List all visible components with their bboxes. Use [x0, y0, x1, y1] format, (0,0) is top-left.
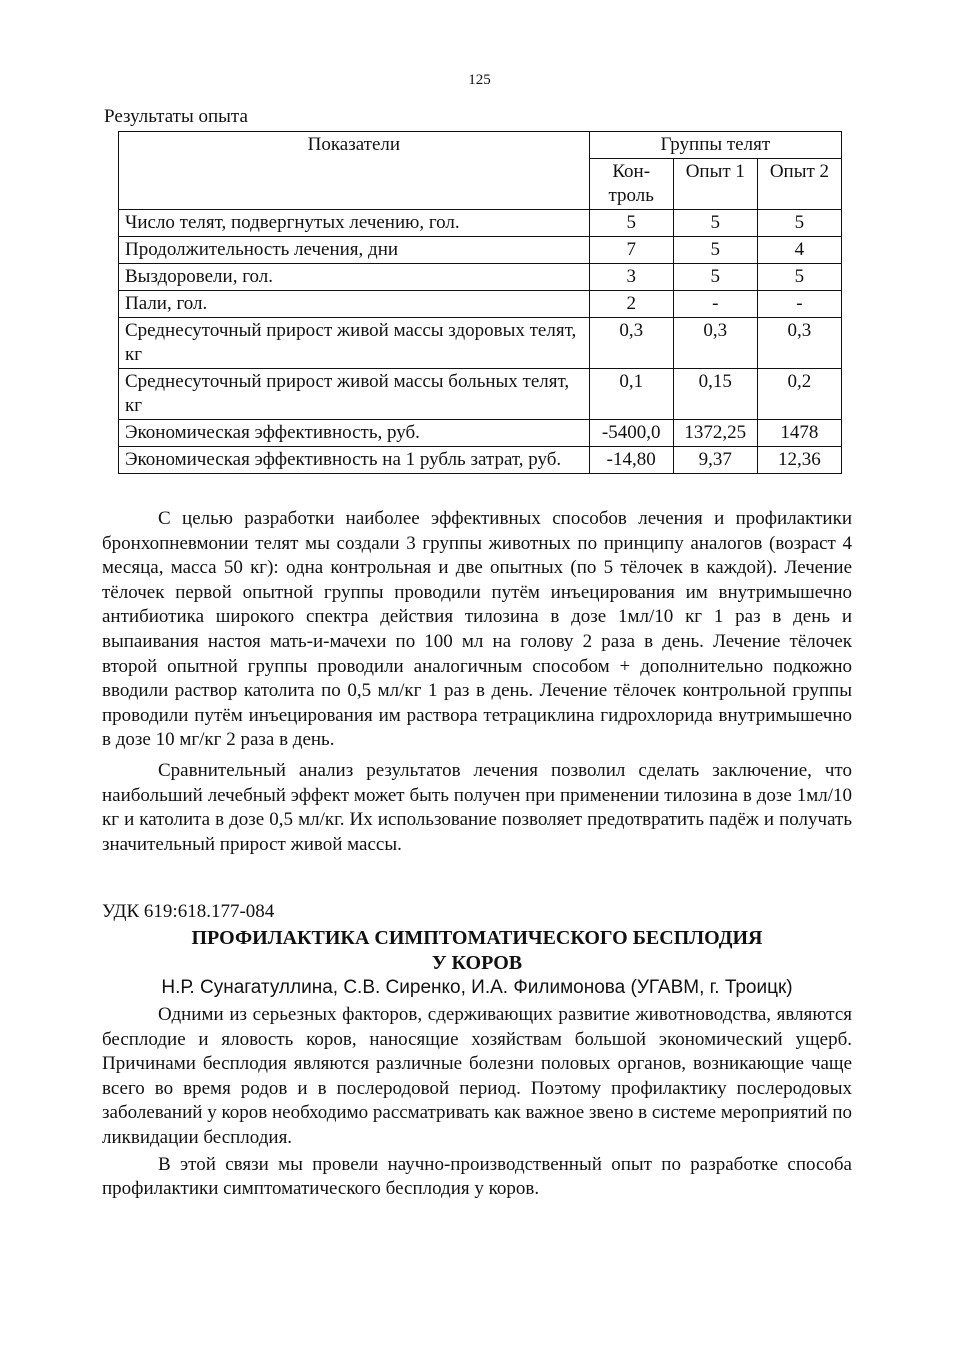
table-row	[119, 210, 842, 237]
results-discussion	[102, 507, 852, 857]
table-row	[119, 291, 842, 318]
title-line: ПРОФИЛАКТИКА СИМПТОМАТИЧЕСКОГО БЕСПЛОДИЯ	[191, 927, 763, 949]
cell-exp2: -	[757, 291, 841, 318]
paragraph: Сравнительный анализ результатов лечения позволил сделать заключение, что наибольший лечебный эффект может быть получен при применении тилозина в дозе 1мл/10 кг и католита в дозе 0,5 мл/кг. Их использование позволяет предотвратить падёж и получать значительный прирост живой массы.	[102, 759, 852, 855]
cell-exp2: 1478	[757, 420, 841, 447]
table-row	[119, 264, 842, 291]
header-groups: Группы телят	[589, 132, 841, 159]
cell-control: -14,80	[589, 447, 673, 474]
table-row	[119, 318, 842, 369]
paragraph: В этой связи мы провели научно-производственный опыт по разработке способа профилактики симптоматического бесплодия у коров.	[102, 1153, 852, 1200]
row-label: Выздоровели, гол.	[119, 264, 590, 291]
cell-exp2: 0,2	[757, 369, 841, 420]
header-exp2: Опыт 2	[757, 159, 841, 210]
results-table	[118, 131, 842, 474]
cell-exp1: 1372,25	[673, 420, 757, 447]
cell-exp2: 0,3	[757, 318, 841, 369]
header-indicators: Показатели	[119, 132, 590, 210]
cell-control: -5400,0	[589, 420, 673, 447]
row-label: Продолжительность лечения, дни	[119, 237, 590, 264]
cell-control: 7	[589, 237, 673, 264]
article-title	[102, 926, 852, 976]
cell-control: 2	[589, 291, 673, 318]
cell-exp1: 0,15	[673, 369, 757, 420]
cell-exp1: 5	[673, 264, 757, 291]
paragraph: С целью разработки наиболее эффективных способов лечения и профилактики бронхопневмонии телят мы создали 3 группы животных по принципу аналогов (возраст 4 месяца, масса 50 кг): одна контрольная и две опытных (по 5 тёлочек в каждой). Лечение тёлочек первой опытной группы проводили путём инъецирования им внутримышечно антибиотика широкого спектра действия тилозина в дозе 1мл/10 кг 1 раз в день и выпаивания настоя мать-и-мачехи по 100 мл на голову 2 раза в день. Лечение тёлочек второй опытной группы проводили аналогичным способом + дополнительно подкожно вводили раствор католита по 0,5 мл/кг 1 раз в день. Лечение тёлочек контрольной группы проводили путём инъецирования им раствора тетрациклина гидрохлорида внутримышечно в дозе 10 мг/кг 2 раза в день.	[102, 508, 852, 751]
cell-exp1: 9,37	[673, 447, 757, 474]
cell-exp1: 5	[673, 210, 757, 237]
row-label: Пали, гол.	[119, 291, 590, 318]
row-label: Число телят, подвергнутых лечению, гол.	[119, 210, 590, 237]
header-exp1: Опыт 1	[673, 159, 757, 210]
cell-exp2: 4	[757, 237, 841, 264]
title-line: У КОРОВ	[431, 952, 523, 974]
table-caption: Результаты опыта	[104, 106, 248, 127]
cell-exp1: -	[673, 291, 757, 318]
udc-code: УДК 619:618.177-084	[102, 901, 275, 922]
table-row	[119, 420, 842, 447]
cell-control: 0,1	[589, 369, 673, 420]
page-number: 125	[468, 72, 491, 88]
paragraph: Одними из серьезных факторов, сдерживающих развитие животноводства, являются бесплодие и яловость коров, наносящие хозяйствам большой экономический ущерб. Причинами бесплодия являются различные болезни половых органов, возникающие чаще всего во время родов и в послеродовой период. Поэтому профилактику послеродовых заболеваний у коров необходимо рассматривать как важное звено в системе мероприятий по ликвидации бесплодия.	[102, 1004, 852, 1148]
row-label: Экономическая эффективность на 1 рубль затрат, руб.	[119, 447, 590, 474]
row-label: Экономическая эффективность, руб.	[119, 420, 590, 447]
row-label: Среднесуточный прирост живой массы здоровых телят, кг	[119, 318, 590, 369]
table-row	[119, 369, 842, 420]
cell-control: 5	[589, 210, 673, 237]
table-row	[119, 447, 842, 474]
row-label: Среднесуточный прирост живой массы больных телят, кг	[119, 369, 590, 420]
cell-exp1: 0,3	[673, 318, 757, 369]
header-control: Кон-троль	[589, 159, 673, 210]
cell-exp2: 5	[757, 264, 841, 291]
table-row	[119, 237, 842, 264]
article-body	[102, 1003, 852, 1202]
cell-control: 0,3	[589, 318, 673, 369]
cell-exp1: 5	[673, 237, 757, 264]
cell-control: 3	[589, 264, 673, 291]
authors: Н.Р. Сунагатуллина, С.В. Сиренко, И.А. Филимонова (УГАВМ, г. Троицк)	[161, 977, 793, 998]
cell-exp2: 12,36	[757, 447, 841, 474]
cell-exp2: 5	[757, 210, 841, 237]
